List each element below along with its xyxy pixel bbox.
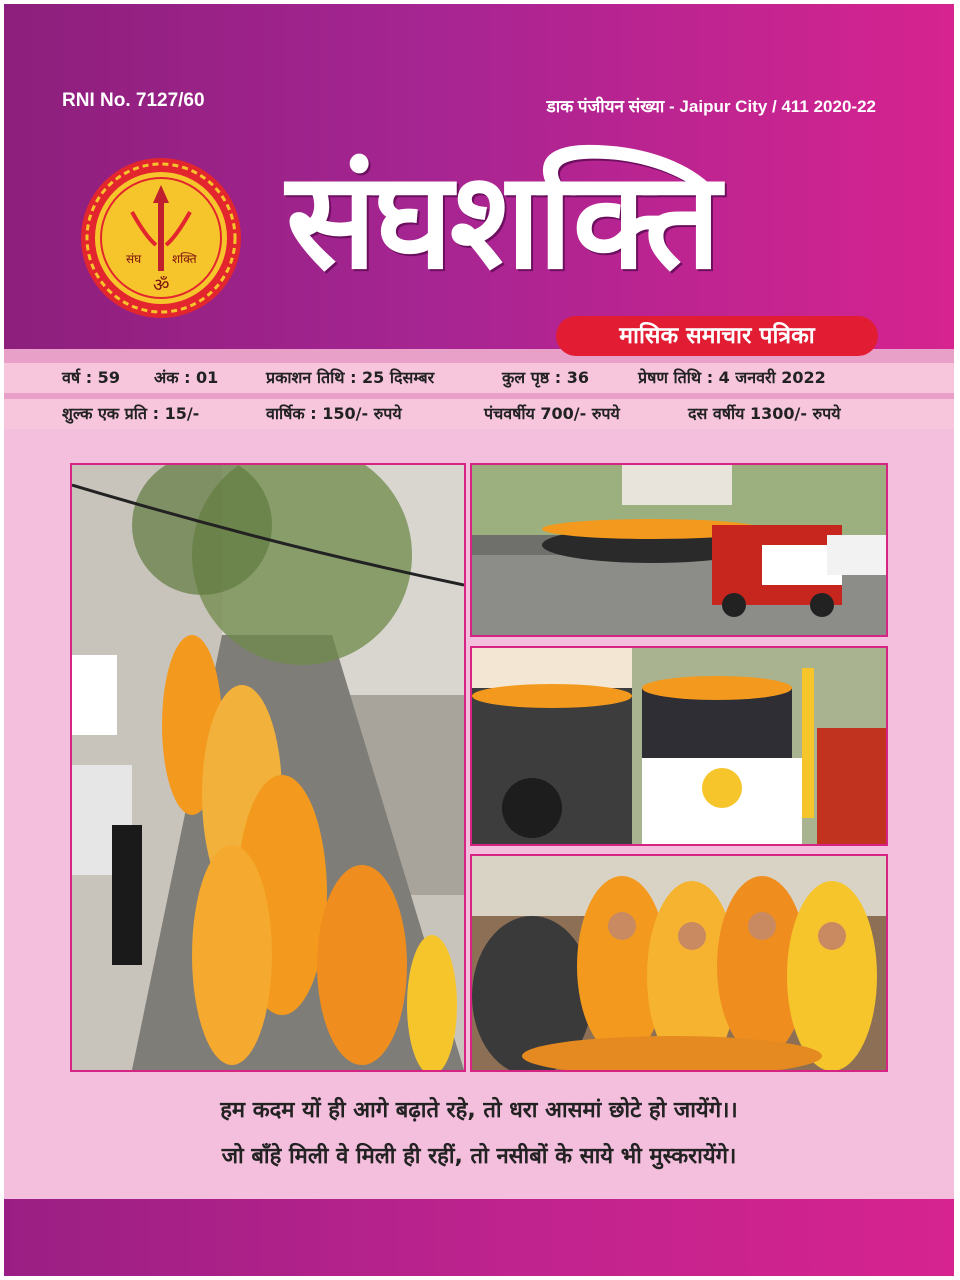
magazine-subtitle: मासिक समाचार पत्रिका: [556, 316, 878, 356]
issue-info-band: [4, 349, 954, 429]
women-kalash-photo: [470, 854, 888, 1072]
dignitaries-jeep-photo: [470, 646, 888, 846]
ten-year-price: दस वर्षीय 1300/- रुपये: [688, 404, 841, 423]
five-year-price: पंचवर्षीय 700/- रुपये: [484, 404, 620, 423]
annual-price: वार्षिक : 150/- रुपये: [266, 404, 402, 423]
total-pages: कुल पृष्ठ : 36: [502, 368, 590, 387]
motorcycle-rally-photo: [470, 463, 888, 637]
publish-date: प्रकाशन तिथि : 25 दिसम्बर: [266, 368, 435, 387]
cover-header: [4, 4, 954, 349]
single-copy-price: शुल्क एक प्रति : 15/-: [62, 404, 200, 423]
rni-number: RNI No. 7127/60: [62, 90, 205, 111]
issue-number: अंक : 01: [154, 368, 219, 387]
issue-year: वर्ष : 59: [62, 368, 120, 387]
quote-line-1: हम कदम यों ही आगे बढ़ाते रहे, तो धरा आसमां छोटे हो जायेंगे।।: [220, 1098, 738, 1123]
sangh-shakti-logo: [80, 157, 242, 319]
cover-footer: [4, 1199, 954, 1276]
magazine-title: संघशक्ति: [286, 143, 718, 299]
dispatch-date: प्रेषण तिथि : 4 जनवरी 2022: [638, 368, 826, 387]
quote-line-2: जो बाँहे मिली वे मिली ही रहीं, तो नसीबों के साये भी मुस्करायेंगे।: [221, 1144, 737, 1169]
logo-left-text: संघ: [126, 252, 142, 266]
magazine-cover: [4, 4, 954, 1276]
postal-registration: डाक पंजीयन संख्या - Jaipur City / 411 2020-22: [546, 97, 876, 116]
om-symbol: ॐ: [153, 275, 170, 296]
procession-street-photo: [70, 463, 466, 1072]
logo-right-text: शक्ति: [172, 252, 197, 266]
issue-info-row: [4, 363, 954, 393]
subscription-row: [4, 399, 954, 429]
